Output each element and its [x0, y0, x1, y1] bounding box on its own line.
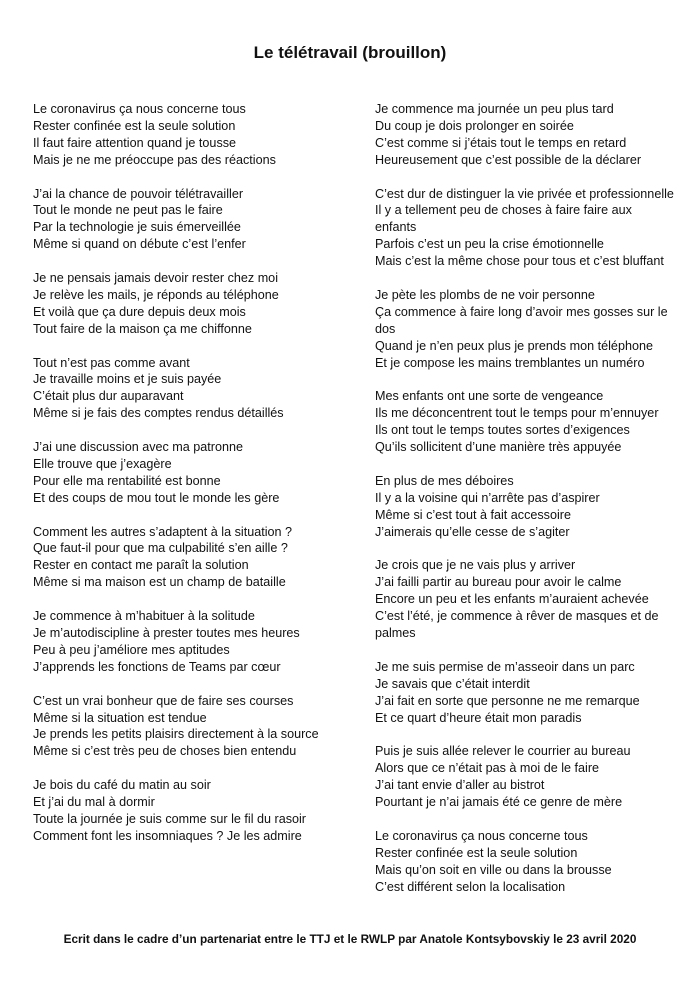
- poem-line: Comment font les insomniaques ? Je les admire: [33, 828, 302, 843]
- stanza: [33, 693, 338, 761]
- page-title: Le télétravail (brouillon): [253, 43, 447, 62]
- poem-line: Même si c’est très peu de choses bien entendu: [33, 744, 297, 759]
- poem-line: Ça commence à faire long d’avoir mes gosses sur le dos: [375, 304, 668, 336]
- poem-line: Rester confinée est la seule solution: [375, 845, 578, 860]
- poem-line: Je prends les petits plaisirs directement à la source: [33, 727, 319, 742]
- poem-line: Je commence à m’habituer à la solitude: [33, 609, 255, 624]
- poem-line: Je me suis permise de m’asseoir dans un parc: [375, 659, 635, 674]
- poem-line: Je commence ma journée un peu plus tard: [375, 102, 614, 116]
- stanza: [375, 287, 675, 372]
- poem-line: C’est dur de distinguer la vie privée et professionnelle: [375, 186, 674, 201]
- poem-line: Je pète les plombs de ne voir personne: [375, 287, 595, 302]
- poem-line: Ils ont tout le temps toutes sortes d’exigences: [375, 423, 630, 438]
- poem-line: J’ai tant envie d’aller au bistrot: [375, 778, 545, 793]
- poem-line: Je savais que c’était interdit: [375, 676, 530, 691]
- footer-credit: Ecrit dans le cadre d’un partenariat entre le TTJ et le RWLP par Anatole Kontsybovskiy le 23 avril 2020: [63, 932, 637, 946]
- poem-line: Et je compose les mains tremblantes un numéro: [375, 355, 645, 370]
- poem-line: J’aimerais qu’elle cesse de s’agiter: [375, 524, 570, 539]
- stanza: [375, 557, 675, 642]
- poem-line: Tout faire de la maison ça me chiffonne: [33, 321, 252, 336]
- poem-line: Le coronavirus ça nous concerne tous: [375, 828, 588, 843]
- stanza: [375, 473, 675, 541]
- poem-line: C’est un vrai bonheur que de faire ses courses: [33, 693, 294, 708]
- poem-line: Mes enfants ont une sorte de vengeance: [375, 389, 604, 404]
- poem-line: Il y a tellement peu de choses à faire faire aux enfants: [375, 203, 632, 235]
- poem-column-left: [33, 101, 338, 862]
- stanza: [33, 608, 338, 676]
- poem-line: Qu’ils sollicitent d’une manière très appuyée: [375, 440, 622, 455]
- poem-line: Puis je suis allée relever le courrier au bureau: [375, 744, 631, 759]
- poem-line: Je m’autodiscipline à prester toutes mes heures: [33, 626, 300, 640]
- poem-line: J’ai failli partir au bureau pour avoir le calme: [375, 575, 622, 590]
- stanza: [33, 524, 338, 592]
- poem-line: Le coronavirus ça nous concerne tous: [33, 102, 246, 116]
- poem-line: Rester en contact me paraît la solution: [33, 558, 249, 573]
- poem-line: Mais je ne me préoccupe pas des réactions: [33, 152, 276, 167]
- poem-line: Même si la situation est tendue: [33, 710, 207, 725]
- poem-line: Même si ma maison est un champ de bataille: [33, 575, 286, 590]
- poem-line: Mais qu’on soit en ville ou dans la brousse: [375, 862, 612, 877]
- poem-line: Ils me déconcentrent tout le temps pour m’ennuyer: [375, 406, 659, 421]
- poem-line: Même si quand on débute c’est l’enfer: [33, 237, 246, 252]
- poem-line: Pour elle ma rentabilité est bonne: [33, 473, 221, 488]
- stanza: [375, 828, 675, 896]
- poem-line: Comment les autres s’adaptent à la situation ?: [33, 524, 293, 539]
- poem-line: C’est différent selon la localisation: [375, 879, 566, 894]
- stanza: [33, 101, 338, 169]
- poem-line: Pourtant je n’ai jamais été ce genre de mère: [375, 795, 623, 810]
- poem-line: Tout n’est pas comme avant: [33, 355, 190, 370]
- stanza: [33, 186, 338, 254]
- poem-line: Et voilà que ça dure depuis deux mois: [33, 304, 246, 319]
- stanza: [33, 777, 338, 845]
- stanza: [375, 186, 675, 271]
- poem-line: Et des coups de mou tout le monde les gère: [33, 490, 280, 505]
- stanza: [33, 355, 338, 423]
- poem-line: Je crois que je ne vais plus y arriver: [375, 558, 576, 573]
- poem-line: Et ce quart d’heure était mon paradis: [375, 710, 582, 725]
- stanza: [375, 743, 675, 811]
- poem-line: J’apprends les fonctions de Teams par cœur: [33, 659, 281, 674]
- poem-line: Alors que ce n’était pas à moi de le faire: [375, 761, 600, 776]
- poem-line: Parfois c’est un peu la crise émotionnelle: [375, 237, 604, 252]
- stanza: [375, 659, 675, 727]
- poem-line: C’était plus dur auparavant: [33, 389, 184, 404]
- poem-line: Mais c’est la même chose pour tous et c’est bluffant: [375, 254, 664, 269]
- poem-line: Par la technologie je suis émerveillée: [33, 220, 241, 235]
- poem-line: Que faut-il pour que ma culpabilité s’en aille ?: [33, 541, 288, 556]
- poem-line: Et j’ai du mal à dormir: [33, 795, 155, 810]
- poem-line: Tout le monde ne peut pas le faire: [33, 203, 223, 218]
- poem-line: Il y a la voisine qui n’arrête pas d’aspirer: [375, 490, 600, 505]
- poem-line: Je ne pensais jamais devoir rester chez moi: [33, 271, 278, 286]
- poem-line: C’est comme si j’étais tout le temps en retard: [375, 135, 627, 150]
- poem-line: Même si c’est tout à fait accessoire: [375, 507, 571, 522]
- stanza: [375, 101, 675, 169]
- poem-line: Je travaille moins et je suis payée: [33, 372, 222, 387]
- poem-column-right: [375, 101, 675, 912]
- poem-line: Rester confinée est la seule solution: [33, 118, 236, 133]
- stanza: [33, 439, 338, 507]
- poem-line: Je bois du café du matin au soir: [33, 778, 211, 793]
- poem-line: J’ai une discussion avec ma patronne: [33, 440, 244, 455]
- poem-line: Encore un peu et les enfants m’auraient achevée: [375, 592, 649, 607]
- stanza: [33, 270, 338, 338]
- poem-line: C’est l’été, je commence à rêver de masques et de palmes: [375, 609, 659, 641]
- poem-line: Je relève les mails, je réponds au téléphone: [33, 287, 279, 302]
- poem-line: Même si je fais des comptes rendus détaillés: [33, 406, 284, 421]
- poem-line: Toute la journée je suis comme sur le fil du rasoir: [33, 811, 306, 826]
- poem-line: En plus de mes déboires: [375, 473, 514, 488]
- poem-line: Il faut faire attention quand je tousse: [33, 135, 237, 150]
- poem-line: Quand je n’en peux plus je prends mon téléphone: [375, 338, 653, 353]
- poem-line: Elle trouve que j’exagère: [33, 456, 172, 471]
- stanza: [375, 388, 675, 456]
- poem-line: Du coup je dois prolonger en soirée: [375, 118, 574, 133]
- poem-line: J’ai la chance de pouvoir télétravailler: [33, 186, 244, 201]
- poem-line: J’ai fait en sorte que personne ne me remarque: [375, 693, 640, 708]
- poem-line: Heureusement que c’est possible de la déclarer: [375, 152, 642, 167]
- poem-line: Peu à peu j’améliore mes aptitudes: [33, 642, 230, 657]
